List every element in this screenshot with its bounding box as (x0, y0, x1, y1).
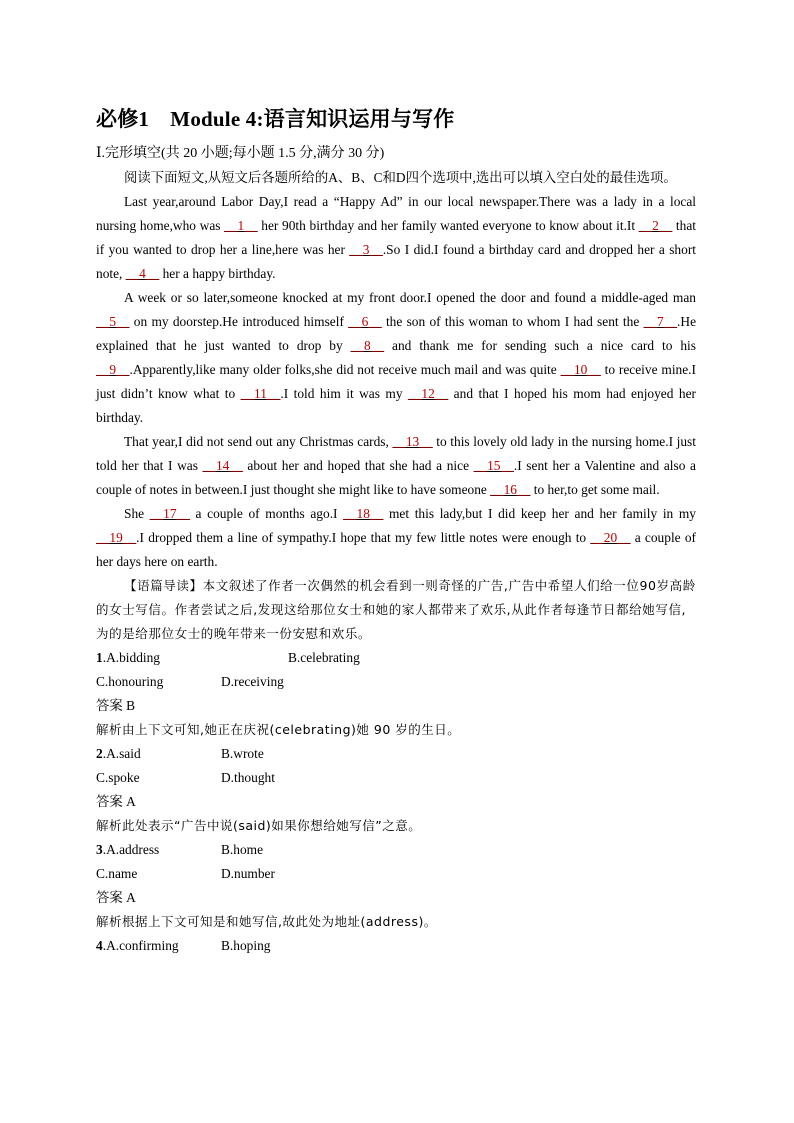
instructions: 阅读下面短文,从短文后各题所给的A、B、C和D四个选项中,选出可以填入空白处的最佳选项。 (124, 170, 677, 185)
option-b: B.celebrating (288, 650, 360, 665)
blank-15: __15__ (473, 458, 514, 473)
option-a: A.bidding (106, 650, 160, 665)
question-number: 1 (96, 650, 103, 665)
blank-19: __19__ (96, 530, 137, 545)
option-d: D.receiving (221, 674, 284, 689)
question-2-row-1: 2.A.said B.wrote (96, 742, 696, 766)
blank-3: __3__ (349, 242, 383, 257)
blank-6: __6__ (348, 314, 382, 329)
section-heading: Ⅰ.完形填空(共 20 小题;每小题 1.5 分,满分 30 分) (96, 146, 385, 161)
explanation-2: 解析此处表示“广告中说(said)如果你想给她写信”之意。 (96, 818, 422, 833)
option-b: B.home (221, 842, 264, 857)
blank-13: __13__ (392, 434, 433, 449)
option-b: B.hoping (221, 938, 271, 953)
document-page (96, 104, 696, 958)
answer-3: 答案 A (96, 890, 136, 905)
passage-paragraph-2: A week or so later,someone knocked at my front door.I opened the door and found a middle-aged man __5__ on my doorstep.He introduced himself __6__ the son of this woman to whom I had sent the __7__.He explained that he just wanted to drop by __8__ and thank me for sending such a nice card to his __9__.Apparently,like many older folks,she did not receive much mail and was quite __10__ to receive mine.I just didn’t know what to __11__.I told him it was my __12__ and that I hoped his mom had enjoyed her birthday. (96, 290, 697, 425)
option-d: D.thought (221, 770, 275, 785)
question-number: 2 (96, 746, 103, 761)
passage-guide: 【语篇导读】本文叙述了作者一次偶然的机会看到一则奇怪的广告,广告中希望人们给一位90岁高龄的女士写信。作者尝试之后,发现这给那位女士和她的家人都带来了欢乐,从此作者每逢节日都给她写信,为的是给那位女士的晚年带来一份安慰和欢乐。 (96, 578, 696, 641)
question-1-row-2 (96, 670, 696, 694)
blank-5: __5__ (96, 314, 130, 329)
option-c: C.name (96, 866, 138, 881)
explanation-3: 解析根据上下文可知是和她写信,故此处为地址(address)。 (96, 914, 437, 929)
blank-2: __2__ (638, 218, 673, 233)
question-3-row-1: 3.A.address B.home (96, 838, 696, 862)
blank-1: __1__ (224, 218, 258, 233)
blank-11: __11__ (240, 386, 281, 401)
passage-paragraph-4: She __17__ a couple of months ago.I __18__ met this lady,but I did keep her and her family in my __19__.I dropped them a line of sympathy.I hope that my few little notes were enough to __20__ a couple of her days here on earth. (96, 506, 697, 569)
question-1-row-1: 1.A.bidding B.celebrating (96, 646, 696, 670)
question-3-row-2 (96, 862, 696, 886)
blank-18: __18__ (343, 506, 384, 521)
question-number: 4 (96, 938, 103, 953)
blank-7: __7__ (643, 314, 678, 329)
option-a: A.confirming (106, 938, 179, 953)
passage-paragraph-1: Last year,around Labor Day,I read a “Happy Ad” in our local newspaper.There was a lady in a local nursing home,who was __1__ her 90th birthday and her family wanted everyone to know about it.It __2__ that if you wanted to drop her a line,here was her __3__.So I did.I found a birthday card and dropped her a short note, __4__ her a happy birthday. (96, 194, 696, 281)
question-2-row-2 (96, 766, 696, 790)
blank-17: __17__ (149, 506, 190, 521)
blank-10: __10__ (560, 362, 601, 377)
passage-paragraph-3: That year,I did not send out any Christmas cards, __13__ to this lovely old lady in the nursing home.I just told her that I was __14__ about her and hoped that she had a nice __15__.I sent her a Valentine and also a couple of notes in between.I just thought she might like to have someone __16__ to her,to get some mail. (96, 434, 696, 497)
explanation-1: 解析由上下文可知,她正在庆祝(celebrating)她 90 岁的生日。 (96, 722, 461, 737)
option-a: A.said (106, 746, 141, 761)
blank-8: __8__ (350, 338, 385, 353)
blank-4: __4__ (125, 266, 160, 281)
blank-9: __9__ (96, 362, 130, 377)
option-a: A.address (106, 842, 160, 857)
page-title: 必修1 Module 4:语言知识运用与写作 (96, 107, 455, 131)
option-c: C.spoke (96, 770, 140, 785)
blank-16: __16__ (490, 482, 531, 497)
blank-14: __14__ (202, 458, 243, 473)
option-c: C.honouring (96, 674, 164, 689)
answer-1: 答案 B (96, 698, 136, 713)
option-b: B.wrote (221, 746, 264, 761)
blank-12: __12__ (408, 386, 449, 401)
question-4-row-1: 4.A.confirming B.hoping (96, 934, 696, 958)
blank-20: __20__ (590, 530, 631, 545)
option-d: D.number (221, 866, 275, 881)
question-number: 3 (96, 842, 103, 857)
answer-2: 答案 A (96, 794, 136, 809)
